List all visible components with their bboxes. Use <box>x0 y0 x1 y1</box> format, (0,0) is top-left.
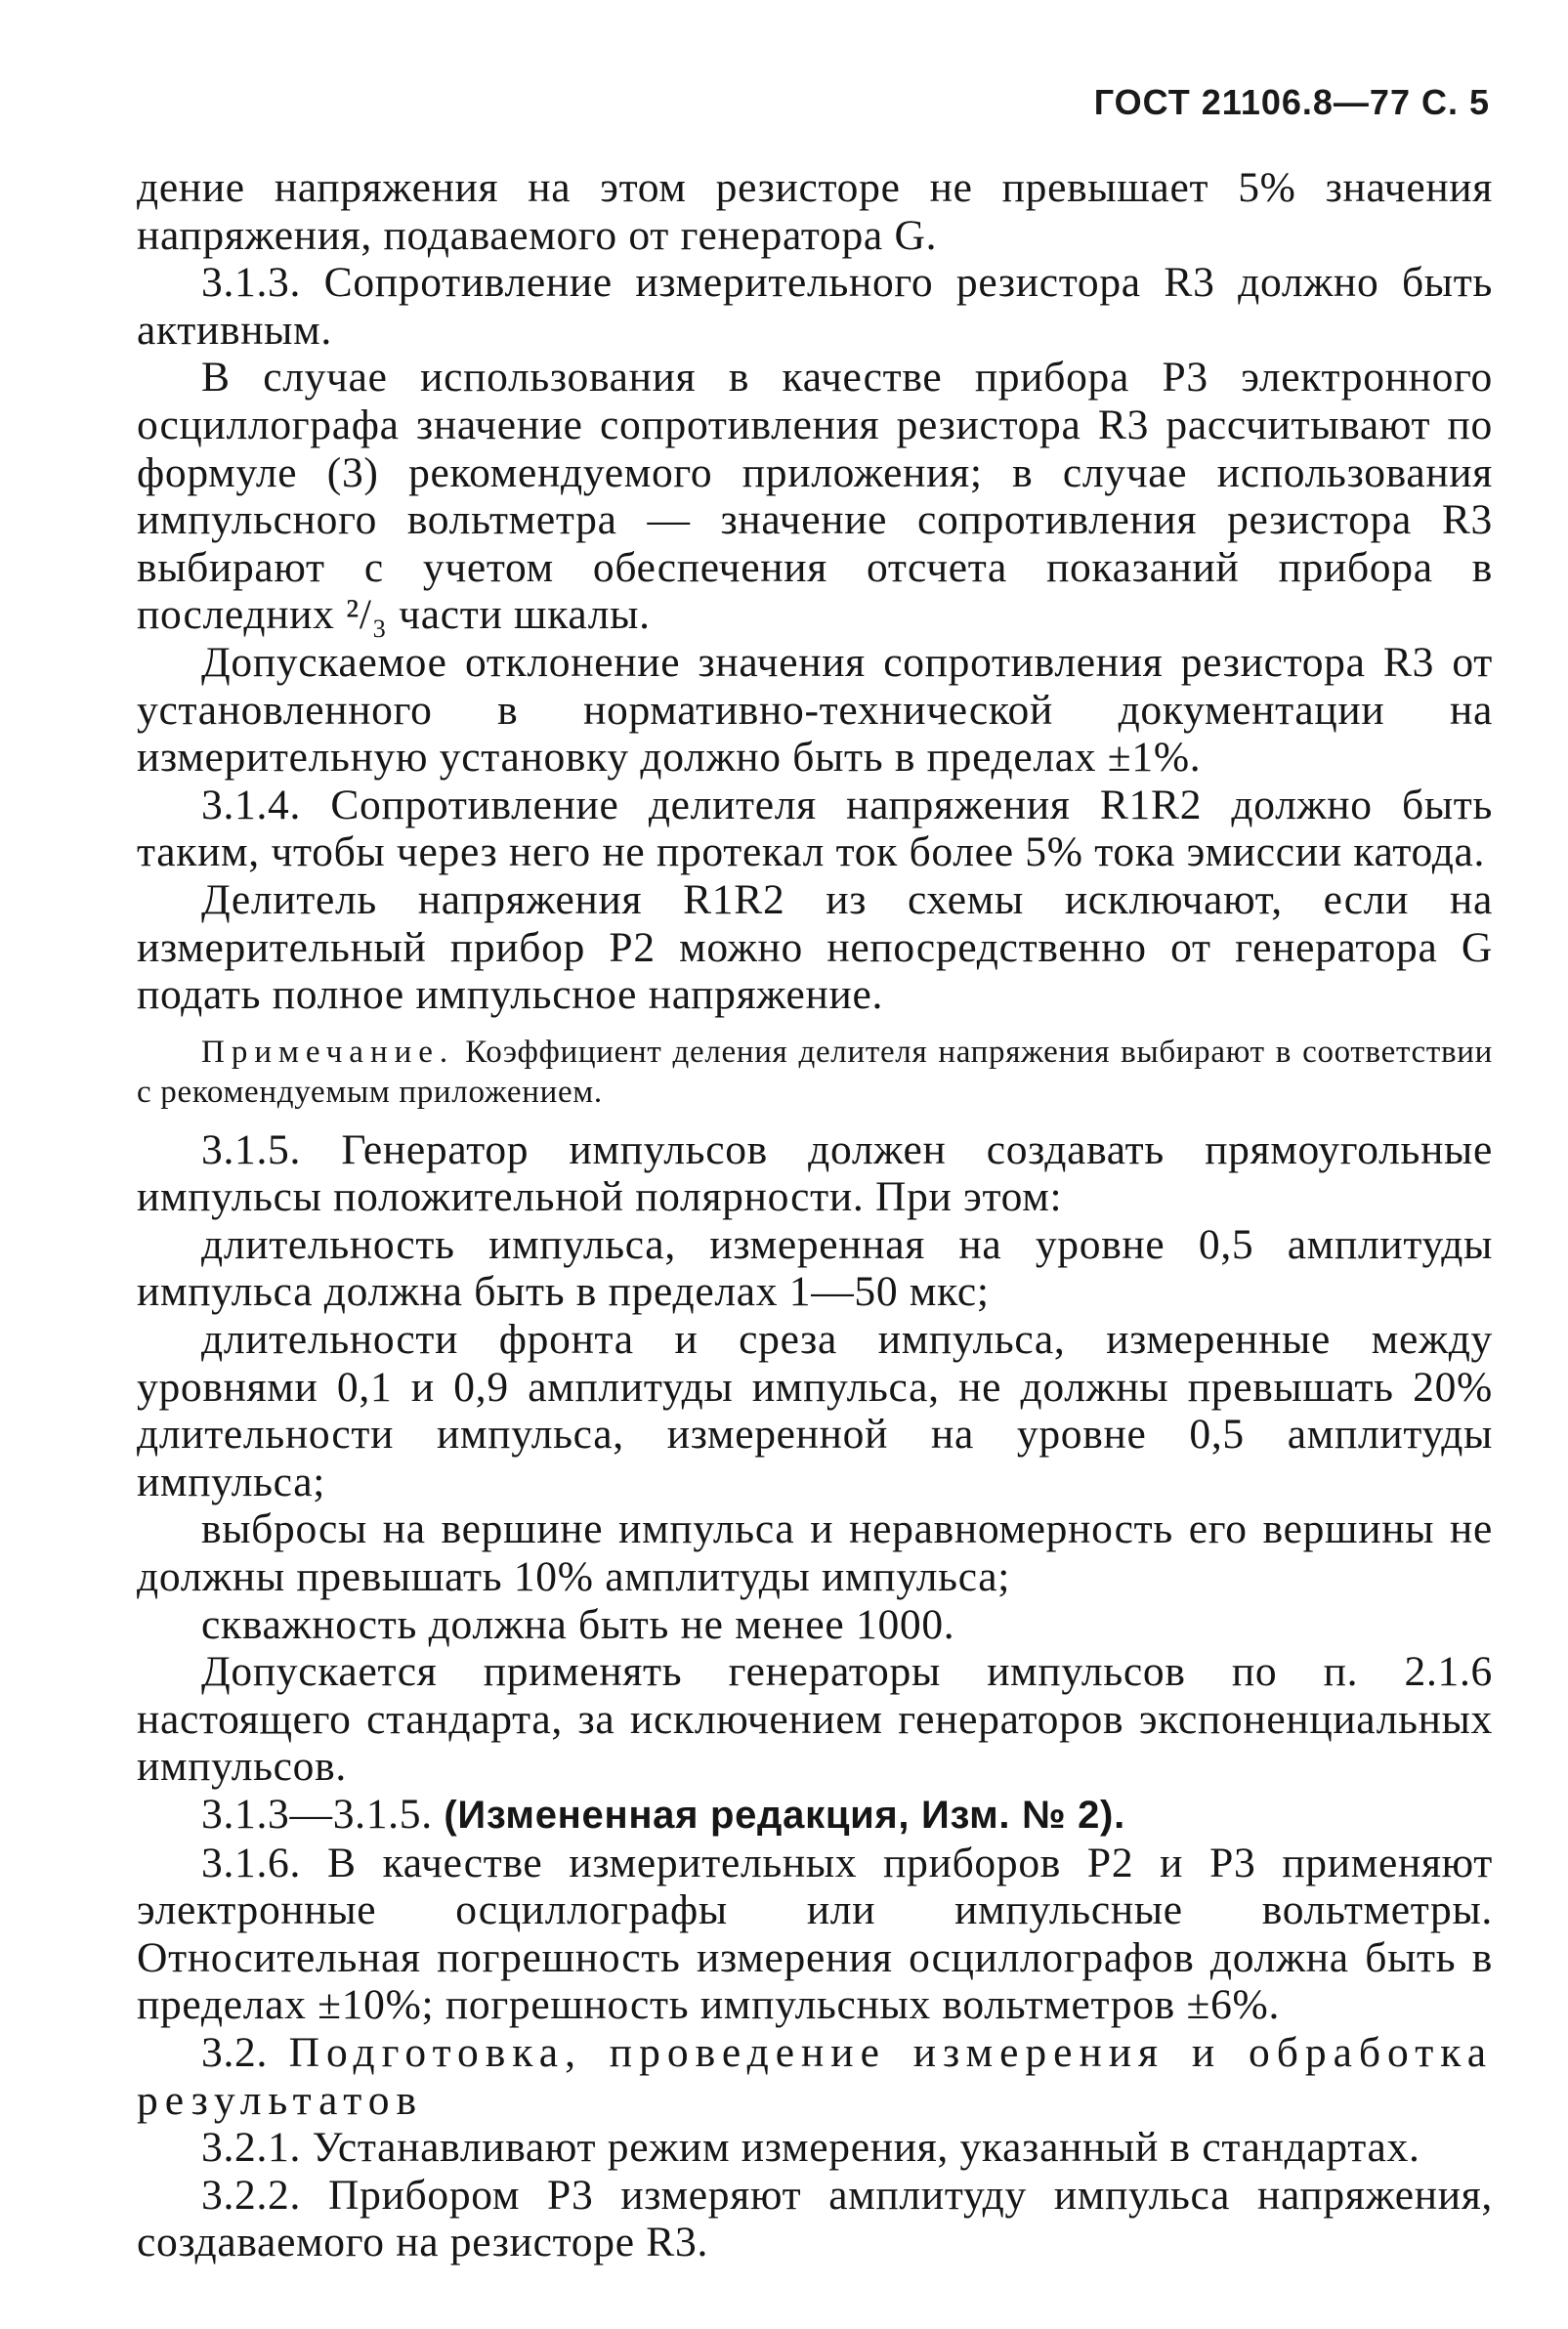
paragraph: Допускаемое отклонение значения сопротивления резистора R3 от установленного в нормативно-технической документации на измерительную установку должно быть в пределах ±1%. <box>137 638 1493 782</box>
paragraph: длительности фронта и среза импульса, измеренные между уровнями 0,1 и 0,9 амплитуды импульса, не должны превышать 20% длительности импульса, измеренной на уровне 0,5 амплитуды импульса; <box>137 1316 1493 1505</box>
paragraph: 3.2.1. Устанавливают режим измерения, указанный в стандартах. <box>201 2124 1420 2172</box>
paragraph: выбросы на вершине импульса и неравномерность его вершины не должны превышать 10% амплитуды импульса; <box>137 1505 1493 1601</box>
note-label: Примечание. <box>201 1034 455 1070</box>
paragraph: Допускается применять генераторы импульсов по п. 2.1.6 настоящего стандарта, за исключением генераторов экспоненциальных импульсов. <box>137 1648 1493 1791</box>
section-heading <box>137 2029 1493 2124</box>
paragraph: скважность должна быть не менее 1000. <box>201 1600 955 1648</box>
paragraph: В случае использования в качестве прибора Р3 электронного осциллографа значение сопротивления резистора R3 рассчитывают по формуле (3) рекомендуемого приложения; в случае использования импульсного вольтметра — значение сопротивления резистора R3 выбирают с учетом обеспечения отсчета показаний прибора в последних ²/₃ части шкалы. <box>137 354 1493 639</box>
paragraph: 3.2.2. Прибором Р3 измеряют амплитуду импульса напряжения, создаваемого на резисторе R3. <box>137 2171 1493 2266</box>
paragraph: 3.1.6. В качестве измерительных приборов Р2 и Р3 применяют электронные осциллографы или импульсные вольтметры. Относительная погрешность измерения осциллографов должна быть в пределах ±10%; погрешность импульсных вольтметров ±6%. <box>137 1839 1493 2029</box>
note <box>137 1033 1493 1113</box>
paragraph: 3.1.3. Сопротивление измерительного резистора R3 должно быть активным. <box>137 259 1493 354</box>
note-text: Коэффициент деления делителя напряжения выбирают в соответствии с рекомендуемым приложением. <box>137 1034 1493 1110</box>
revision-prefix: 3.1.3—3.1.5. <box>201 1791 445 1838</box>
paragraph: длительность импульса, измеренная на уровне 0,5 амплитуды импульса должна быть в пределах 1—50 мкс; <box>137 1220 1493 1316</box>
paragraph: дение напряжения на этом резисторе не превышает 5% значения напряжения, подаваемого от генератора G. <box>137 164 1493 259</box>
page-header: ГОСТ 21106.8—77 С. 5 <box>1093 82 1490 122</box>
section-title: Подготовка, проведение измерения и обработка результатов <box>137 2028 1494 2124</box>
paragraph: 3.1.5. Генератор импульсов должен создавать прямоугольные импульсы положительной полярности. При этом: <box>137 1125 1493 1221</box>
document-body <box>137 164 1493 2266</box>
paragraph: Делитель напряжения R1R2 из схемы исключают, если на измерительный прибор Р2 можно непосредственно от генератора G подать полное импульсное напряжение. <box>137 875 1493 1019</box>
revision-note: (Измененная редакция, Изм. № 2). <box>444 1794 1125 1837</box>
section-number: 3.2. <box>201 2028 289 2076</box>
paragraph: 3.1.4. Сопротивление делителя напряжения R1R2 должно быть таким, чтобы через него не протекал ток более 5% тока эмиссии катода. <box>137 781 1493 876</box>
paragraph <box>137 1791 1493 1840</box>
